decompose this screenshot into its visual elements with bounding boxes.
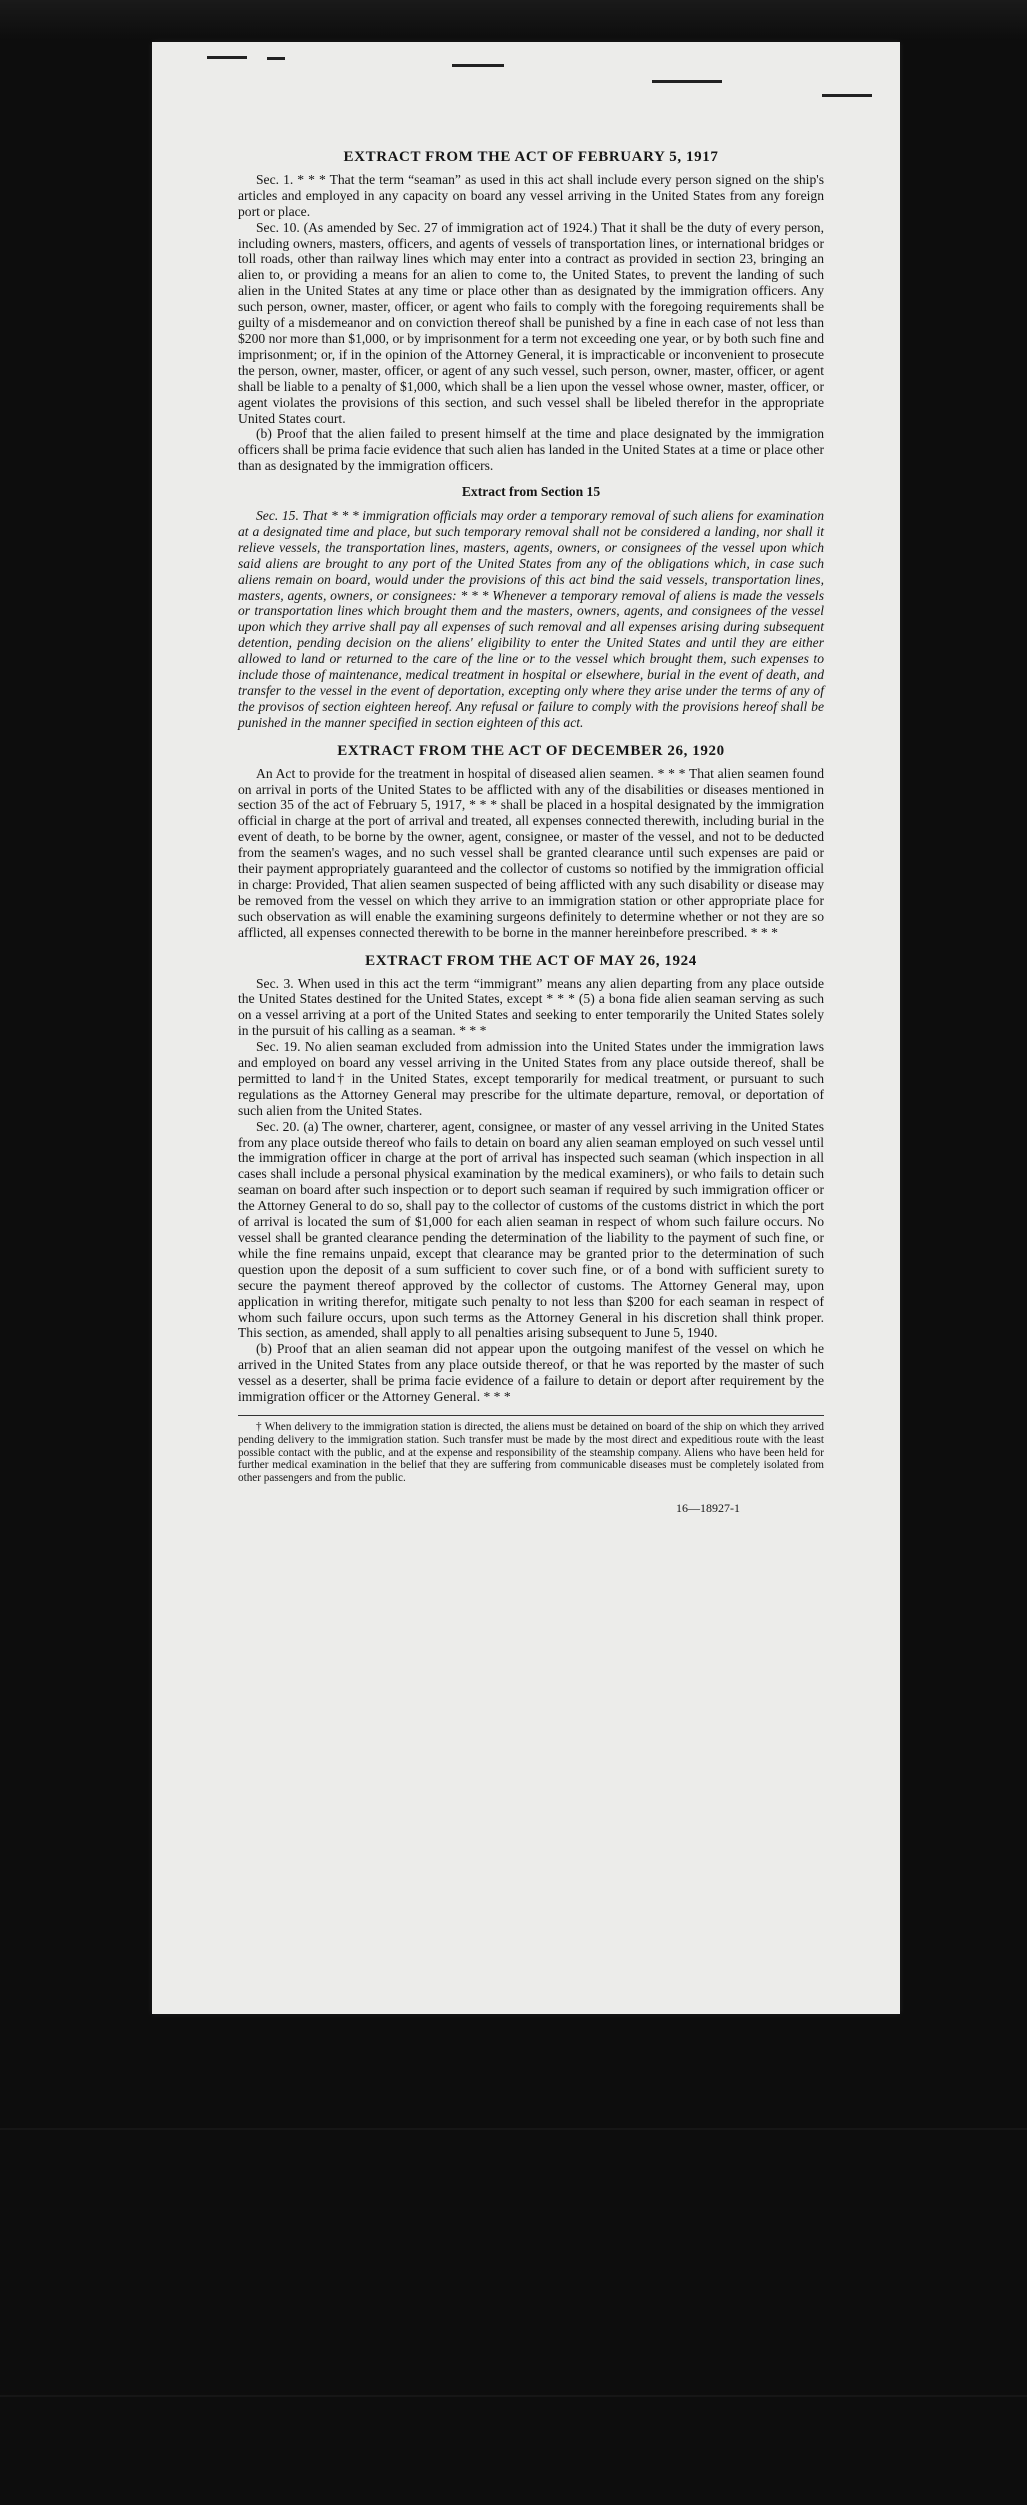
- film-edge: [0, 0, 1027, 40]
- section-10b-text: (b) Proof that the alien failed to present himself at the time and place designated by the immigration officers shall be prima facie evidence that such alien has landed in the United States at a time or place other than as designated by the immigration officers.: [238, 426, 824, 474]
- scan-mark: [652, 80, 722, 83]
- section-20b-text: (b) Proof that an alien seaman did not appear upon the outgoing manifest of the vessel on which he arrived in the United States from any place outside thereof, or that he was reported by the master of such vessel as a deserter, shall be prima facie evidence of a failure to detain or deport after requirement by the immigration officer or the Attorney General. * * *: [238, 1341, 824, 1405]
- section-19-text: Sec. 19. No alien seaman excluded from admission into the United States under the immigration laws and employed on board any vessel arriving in the United States from any place outside thereof, shall be permitted to land† in the United States, except temporarily for medical treatment, or pursuant to such regulations as the Attorney General may prescribe for the ultimate departure, removal, or deportation of such alien from the United States.: [238, 1039, 824, 1118]
- heading-act-1917: EXTRACT FROM THE ACT OF FEBRUARY 5, 1917: [343, 149, 719, 165]
- subheading-section-15: Extract from Section 15: [461, 484, 601, 500]
- scan-mark: [207, 56, 247, 59]
- heading-act-1920: EXTRACT FROM THE ACT OF DECEMBER 26, 1920: [337, 742, 725, 759]
- act-1920-text: An Act to provide for the treatment in hospital of diseased alien seamen. * * * That alien seamen found on arrival in ports of the United States to be afflicted with any of the disabilities or diseases mentioned in section 35 of the act of February 5, 1917, * * * shall be placed in a hospital designated by the immigration official in charge at the port of arrival and treated, all expenses connected therewith, including burial in the event of death, to be borne by the owner, agent, consignee, or master of the vessel, and not to be deducted from the seamen's wages, and no such vessel shall be granted clearance until such expenses are paid or their payment appropriately guaranteed and the collector of customs so notified by the immigration official in charge: Provided, That alien seamen suspected of being afflicted with any such disability or disease may be removed from the vessel on which they arrive to an immigration station or other appropriate place for such observation as will enable the examining surgeons definitely to determine whether or not they are so afflicted, all expenses connected therewith to be borne in the manner hereinbefore prescribed. * * *: [238, 765, 824, 940]
- scan-mark: [452, 64, 504, 67]
- section-3-text: Sec. 3. When used in this act the term “immigrant” means any alien departing from any place outside the United States destined for the United States, except * * * (5) a bona fide alien seaman serving as such on a vessel arriving at a port of the United States and seeking to enter temporarily the United States solely in the pursuit of his calling as a seaman. * * *: [238, 975, 824, 1039]
- footnote: † When delivery to the immigration station is directed, the aliens must be detained on board of the ship on which they arrived pending delivery to the immigration station. Such transfer must be made by the most direct and expeditious route with the least possible contact with the public, and at the expense and responsibility of the steamship company. Aliens who have been held for further medical examination in the belief that they are suffering from communicable diseases must be completely isolated from other passengers and from the public.: [238, 1415, 824, 1485]
- heading-act-1924: EXTRACT FROM THE ACT OF MAY 26, 1924: [365, 952, 697, 969]
- form-number: 16—18927-1: [676, 1500, 740, 1515]
- scan-mark: [822, 94, 872, 97]
- film-divider: [0, 2128, 1027, 2130]
- film-divider: [0, 2395, 1027, 2397]
- document-body: [238, 150, 824, 1517]
- section-15-text: Sec. 15. That * * * immigration officials may order a temporary removal of such aliens for examination at a designated time and place, but such temporary removal shall not be considered a landing, nor shall it relieve vessels, the transportation lines, masters, agents, owners, or consignees of the vessel upon which said aliens are brought to any port of the United States from any of the obligations which, in case such aliens remain on board, would under the provisions of this act bind the said vessels, transportation lines, masters, agents, owners, or consignees: * * * Whenever a temporary removal of aliens is made the vessels or transportation lines which brought them and the masters, owners, agents, and consignees of the vessel upon which they arrive shall pay all expenses of such removal and all expenses arising during subsequent detention, pending decision on the aliens' eligibility to enter the United States and until they are either allowed to land or returned to the care of the line or to the vessel which brought them, such expenses to include those of maintenance, medical treatment in hospital or elsewhere, burial in the event of death, and transfer to the vessel in the event of deportation, excepting only where they arise under the terms of any of the provisos of section eighteen hereof. Any refusal or failure to comply with the provisions hereof shall be punished in the manner specified in section eighteen of this act.: [238, 508, 824, 730]
- scan-mark: [267, 57, 285, 60]
- document-page: [152, 42, 900, 2014]
- section-10-text: Sec. 10. (As amended by Sec. 27 of immigration act of 1924.) That it shall be the duty of every person, including owners, masters, officers, and agents of vessels of transportation lines, or international bridges or toll roads, other than railway lines which may enter into a contract as provided in section 23, bringing an alien to, or providing a means for an alien to come to, the United States, to prevent the landing of such alien in the United States at any time or place other than as designated by the immigration officers. Any such person, owner, master, officer, or agent who fails to comply with the foregoing requirements shall be guilty of a misdemeanor and on conviction thereof shall be punished by a fine in each case of not less than $200 nor more than $1,000, or by imprisonment for a term not exceeding one year, or by both such fine and imprisonment; or, if in the opinion of the Attorney General, it is impracticable or inconvenient to prosecute the person, owner, master, officer, or agent of any such vessel, such person, owner, master, officer, or agent shall be liable to a penalty of $1,000, which shall be a lien upon the vessel whose owner, master, officer, or agent violates the provisions of this section, and such vessel shall be libeled therefor in the appropriate United States court.: [238, 219, 824, 426]
- section-1-text: Sec. 1. * * * That the term “seaman” as used in this act shall include every person signed on the ship's articles and employed in any capacity on board any vessel arriving in the United States from any foreign port or place.: [238, 171, 824, 219]
- section-20-text: Sec. 20. (a) The owner, charterer, agent, consignee, or master of any vessel arriving in the United States from any place outside thereof who fails to detain on board any alien seaman employed on such vessel until the immigration officer in charge at the port of arrival has inspected such seaman (which inspection in all cases shall include a personal physical examination by the medical examiners), or who fails to detain such seaman on board after such inspection or to deport such seaman if required by such immigration officer or the Attorney General to do so, shall pay to the collector of customs of the customs district in which the port of arrival is located the sum of $1,000 for each alien seaman in respect of whom such failure occurs. No vessel shall be granted clearance pending the determination of the liability to the payment of such fine, or while the fine remains unpaid, except that clearance may be granted prior to the determination of such question upon the deposit of a sum sufficient to cover such fine, or of a bond with sufficient surety to secure the payment thereof approved by the collector of customs. The Attorney General may, upon application in writing therefor, mitigate such penalty to not less than $200 for each seaman in respect of whom such failure occurs, upon such terms as the Attorney General in his discretion shall think proper. This section, as amended, shall apply to all penalties arising subsequent to June 5, 1940.: [238, 1118, 824, 1341]
